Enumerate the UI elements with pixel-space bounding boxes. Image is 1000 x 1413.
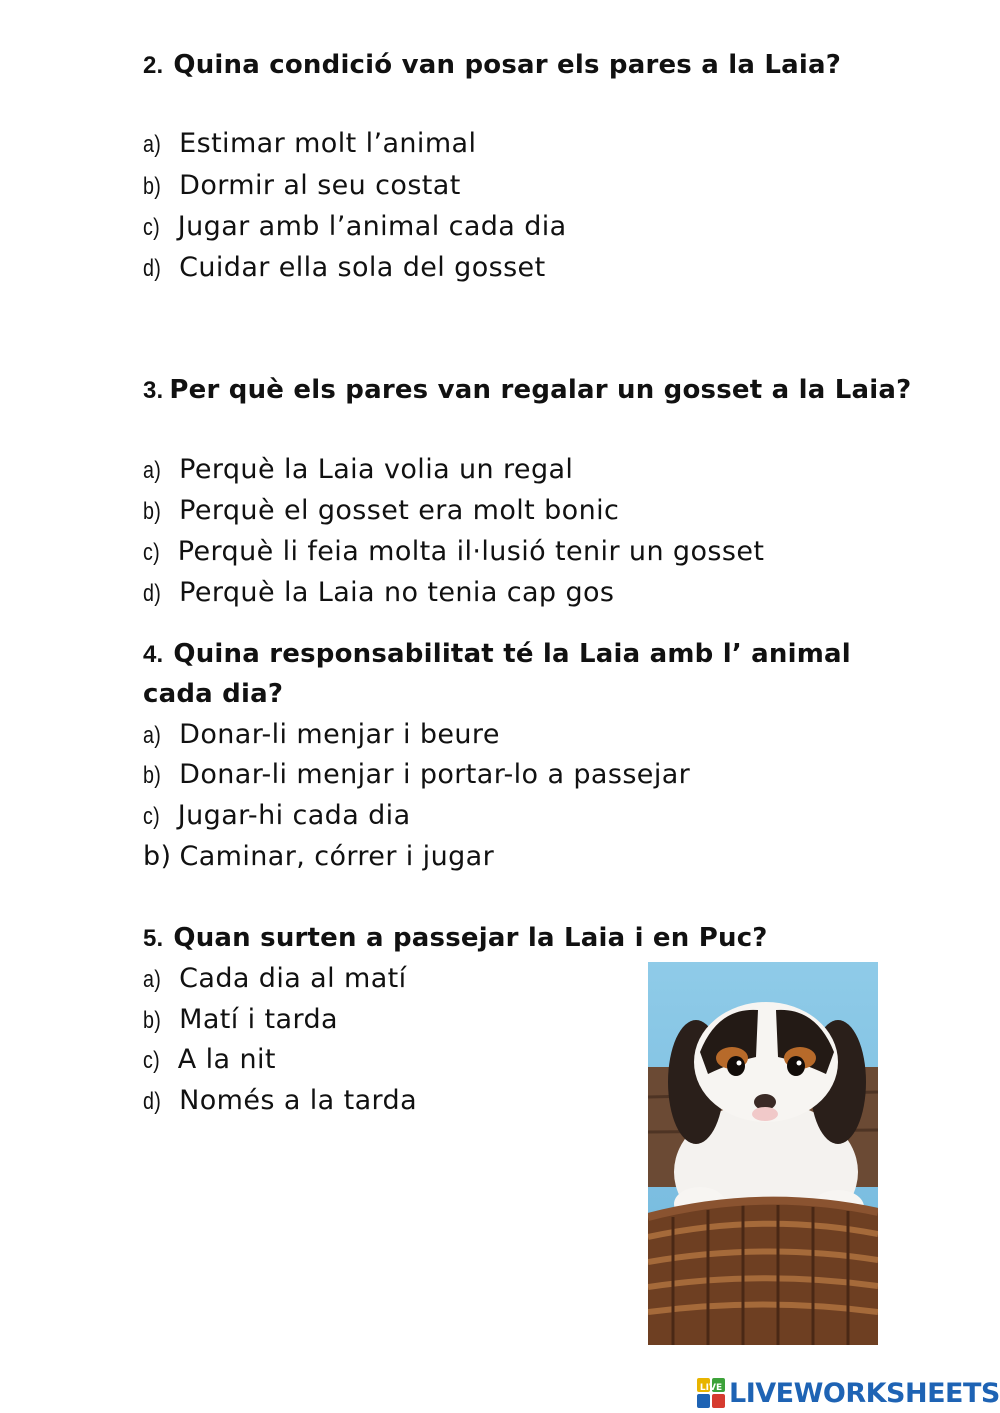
option-letter: a): [143, 131, 162, 158]
option[interactable]: [143, 454, 573, 485]
option-text: Jugar-hi cada dia: [177, 800, 411, 831]
option-text: Estimar molt l’animal: [179, 128, 477, 159]
watermark-text: LIVEWORKSHEETS: [729, 1377, 1000, 1409]
option-text: Perquè la Laia volia un regal: [179, 454, 574, 485]
option[interactable]: [143, 211, 567, 242]
option[interactable]: [143, 1004, 338, 1035]
option[interactable]: [143, 1044, 276, 1075]
question-text: Quina condició van posar els pares a la Laia?: [173, 50, 841, 80]
option-text: Cada dia al matí: [179, 963, 407, 994]
question-number: 5.: [143, 925, 164, 952]
question-number: 3.: [143, 377, 164, 404]
option[interactable]: [143, 495, 619, 526]
option-text: Donar-li menjar i beure: [179, 719, 500, 750]
question-4-continuation: [143, 679, 283, 709]
logo-icon-text: LIVE: [699, 1383, 723, 1393]
option-text: Perquè li feia molta il·lusió tenir un gosset: [177, 536, 765, 567]
option[interactable]: [143, 252, 546, 283]
option-letter: d): [143, 1088, 162, 1115]
option-text: Caminar, córrer i jugar: [179, 841, 495, 872]
option-letter: c): [143, 1047, 161, 1074]
option[interactable]: [143, 719, 500, 750]
option[interactable]: [143, 577, 614, 608]
option-letter: a): [143, 457, 162, 484]
option-letter: b): [143, 1007, 162, 1034]
question-2: [143, 50, 841, 80]
option-letter: b): [143, 173, 162, 200]
option-letter: d): [143, 580, 162, 607]
puppy-photo: [648, 962, 878, 1345]
liveworksheets-logo-icon: [697, 1378, 725, 1408]
question-number: 2.: [143, 52, 164, 79]
question-text: Per què els pares van regalar un gosset a la Laia?: [169, 375, 912, 405]
question-4: [143, 639, 851, 669]
option-text: Cuidar ella sola del gosset: [179, 252, 546, 283]
option[interactable]: [143, 841, 494, 872]
question-text-line1: Quina responsabilitat té la Laia amb l’ animal: [173, 639, 851, 669]
question-5: [143, 923, 768, 953]
option-letter: a): [143, 722, 162, 749]
option-text: Només a la tarda: [179, 1085, 418, 1116]
option-letter: c): [143, 214, 161, 241]
option-text: Perquè la Laia no tenia cap gos: [179, 577, 615, 608]
option-text: Donar-li menjar i portar-lo a passejar: [179, 759, 691, 790]
option[interactable]: [143, 536, 764, 567]
option[interactable]: [143, 128, 476, 159]
option-letter: b): [143, 762, 162, 789]
question-number: 4.: [143, 641, 164, 668]
option-letter: c): [143, 803, 161, 830]
option-text: Matí i tarda: [179, 1004, 338, 1035]
option-text: Jugar amb l’animal cada dia: [177, 211, 567, 242]
option-letter: b): [143, 841, 172, 872]
option-letter: d): [143, 255, 162, 282]
option-letter: c): [143, 539, 161, 566]
option-text: A la nit: [177, 1044, 276, 1075]
option[interactable]: [143, 1085, 417, 1116]
option[interactable]: [143, 170, 461, 201]
option[interactable]: [143, 800, 411, 831]
option[interactable]: [143, 759, 690, 790]
option[interactable]: [143, 963, 407, 994]
question-3: [143, 375, 911, 405]
option-letter: b): [143, 498, 162, 525]
option-text: Dormir al seu costat: [179, 170, 461, 201]
question-text: Quan surten a passejar la Laia i en Puc?: [173, 923, 768, 953]
question-text-line2: cada dia?: [143, 679, 284, 709]
option-text: Perquè el gosset era molt bonic: [179, 495, 620, 526]
liveworksheets-logo: [697, 1376, 1000, 1410]
option-letter: a): [143, 966, 162, 993]
